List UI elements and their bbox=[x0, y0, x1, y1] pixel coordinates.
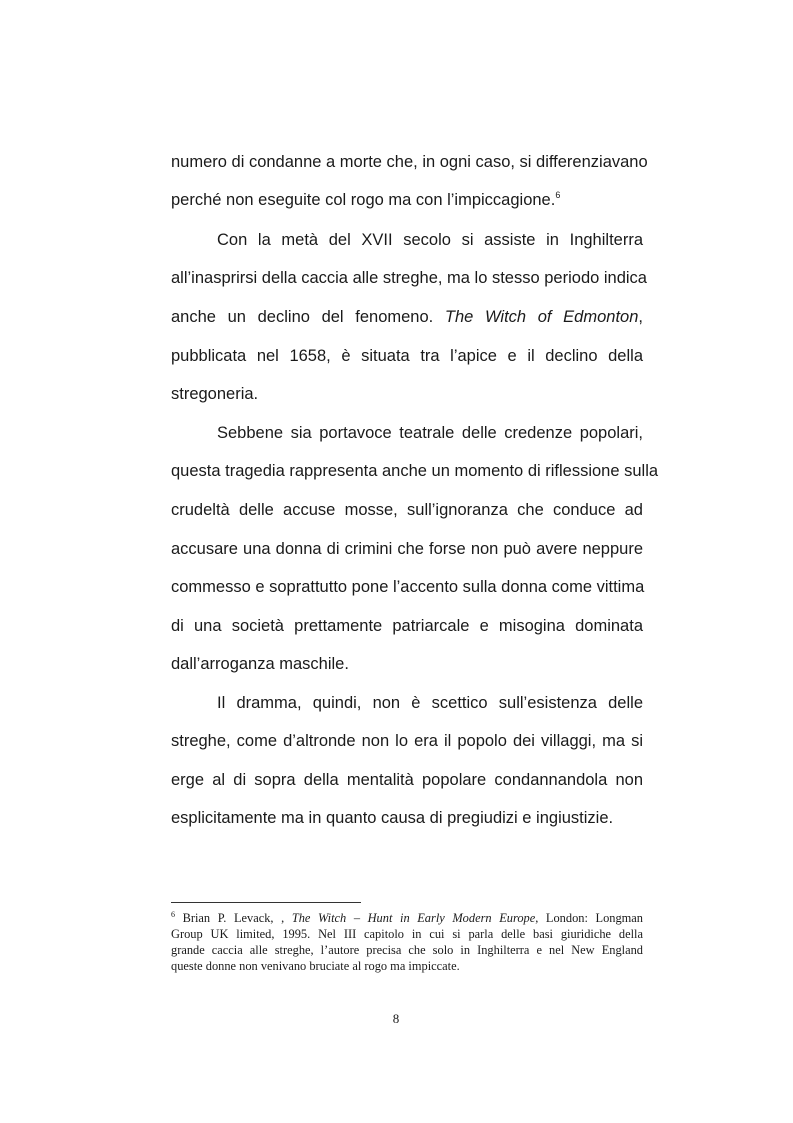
text-run: queste donne non venivano bruciate al rogo ma impiccate. bbox=[171, 959, 460, 973]
paragraph-3-line-7 bbox=[171, 654, 643, 674]
paragraph-2-line-5 bbox=[171, 384, 643, 404]
paragraph-2-line-1 bbox=[171, 230, 643, 250]
text-run: dall’arroganza maschile. bbox=[171, 655, 349, 673]
paragraph-2-line-3 bbox=[171, 307, 643, 327]
paragraph-3-line-4 bbox=[171, 539, 643, 559]
paragraph-3-line-2 bbox=[171, 461, 659, 481]
text-run: numero di condanne a morte che, in ogni caso, si differenziavano bbox=[171, 153, 648, 171]
footnote-line-1 bbox=[171, 910, 643, 926]
paragraph-3-line-5 bbox=[171, 577, 643, 597]
text-run: all’inasprirsi della caccia alle streghe, ma lo stesso periodo indica bbox=[171, 269, 647, 287]
footnote-line-4 bbox=[171, 958, 643, 974]
paragraph-3-line-6 bbox=[171, 616, 643, 636]
paragraph-3-line-1 bbox=[171, 423, 643, 443]
text-run: Group UK limited, 1995. Nel III capitolo in cui si parla delle basi giuridiche della bbox=[171, 927, 643, 941]
text-run: streghe, come d’altronde non lo era il popolo dei villaggi, ma si bbox=[171, 732, 643, 750]
paragraph-3-line-3 bbox=[171, 500, 643, 520]
footnote-line-3 bbox=[171, 942, 643, 958]
text-run: stregoneria. bbox=[171, 385, 259, 403]
text-run: erge al di sopra della mentalità popolare condannandola non bbox=[171, 771, 643, 789]
text-run: esplicitamente ma in quanto causa di pregiudizi e ingiustizie. bbox=[171, 809, 614, 827]
page-number: 8 bbox=[392, 1011, 400, 1026]
footnote-number: 6 bbox=[171, 910, 175, 919]
paragraph-1-line-1 bbox=[171, 152, 648, 172]
text-run: Il dramma, quindi, non è scettico sull’esistenza delle bbox=[217, 694, 643, 712]
text-run: Con la metà del XVII secolo si assiste in Inghilterra bbox=[217, 231, 643, 249]
paragraph-2-line-2 bbox=[171, 268, 647, 288]
footnote-separator bbox=[171, 902, 361, 903]
text-run: pubblicata nel 1658, è situata tra l’apice e il declino della bbox=[171, 347, 643, 365]
paragraph-4-line-3 bbox=[171, 770, 643, 790]
text-run: anche un declino del fenomeno. bbox=[171, 308, 445, 326]
text-run: Brian P. Levack, , bbox=[175, 911, 292, 925]
footnote-reference: 6 bbox=[555, 190, 561, 200]
work-title: The Witch of Edmonton bbox=[444, 308, 639, 326]
text-run: Sebbene sia portavoce teatrale delle credenze popolari, bbox=[217, 424, 643, 442]
text-run: crudeltà delle accuse mosse, sull’ignoranza che conduce ad bbox=[171, 501, 643, 519]
text-run: commesso e soprattutto pone l’accento sulla donna come vittima bbox=[171, 578, 645, 596]
paragraph-2-line-4 bbox=[171, 346, 643, 366]
paragraph-4-line-2 bbox=[171, 731, 643, 751]
paragraph-4-line-1 bbox=[171, 693, 643, 713]
text-run: questa tragedia rappresenta anche un momento di riflessione sulla bbox=[171, 462, 659, 480]
text-run: grande caccia alle streghe, l’autore precisa che solo in Inghilterra e nel New England bbox=[171, 943, 643, 957]
text-run: accusare una donna di crimini che forse non può avere neppure bbox=[171, 540, 643, 558]
footnote-line-2 bbox=[171, 926, 643, 942]
text-run: di una società prettamente patriarcale e misogina dominata bbox=[171, 617, 643, 635]
text-run: , London: Longman bbox=[535, 911, 643, 925]
text-run: , bbox=[638, 308, 643, 326]
paragraph-4-line-4 bbox=[171, 808, 643, 828]
text-run: perché non eseguite col rogo ma con l’impiccagione. bbox=[171, 191, 556, 209]
book-title: The Witch – Hunt in Early Modern Europe bbox=[291, 911, 536, 925]
paragraph-1-line-2 bbox=[171, 190, 643, 210]
